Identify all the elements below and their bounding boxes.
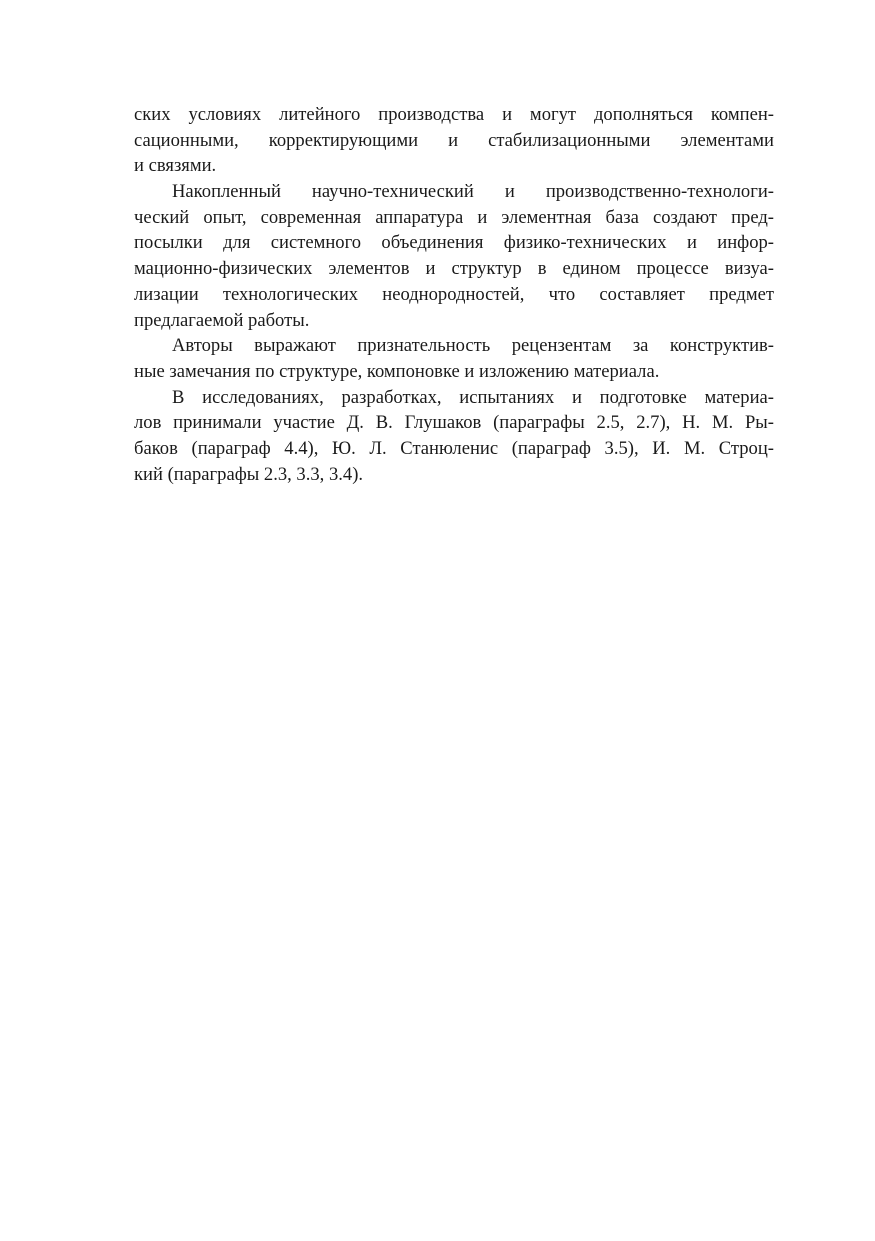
text-line: баков (параграф 4.4), Ю. Л. Станюленис (параграф 3.5), И. М. Строц- [134,437,774,459]
text-line: лов принимали участие Д. В. Глушаков (параграфы 2.5, 2.7), Н. М. Ры- [134,412,774,434]
body-text [134,102,774,487]
text-line: ских условиях литейного производства и могут дополняться компен- [134,104,774,125]
text-line: сационными, корректирующими и стабилизационными элементами [134,129,774,151]
paragraph-4 [134,385,774,488]
text-line: ческий опыт, современная аппаратура и элементная база создают пред- [134,206,774,228]
text-line: предлагаемой работы. [134,309,310,331]
text-line: и связями. [134,155,217,177]
text-line: Накопленный научно-технический и производственно-технологи- [172,181,774,203]
paragraph-2 [134,179,774,333]
text-line: лизации технологических неоднородностей, что составляет предмет [134,283,774,305]
paragraph-3 [134,333,774,384]
paragraph-1 [134,102,774,179]
text-line: посылки для системного объединения физико-технических и инфор- [134,232,774,254]
text-line: мационно-физических элементов и структур в едином процессе визуа- [134,258,774,280]
text-line: ные замечания по структуре, компоновке и изложению материала. [134,360,660,382]
text-line: В исследованиях, разработках, испытаниях и подготовке материа- [172,386,774,408]
text-line: кий (параграфы 2.3, 3.3, 3.4). [134,463,364,485]
text-line: Авторы выражают признательность рецензентам за конструктив- [172,335,774,357]
